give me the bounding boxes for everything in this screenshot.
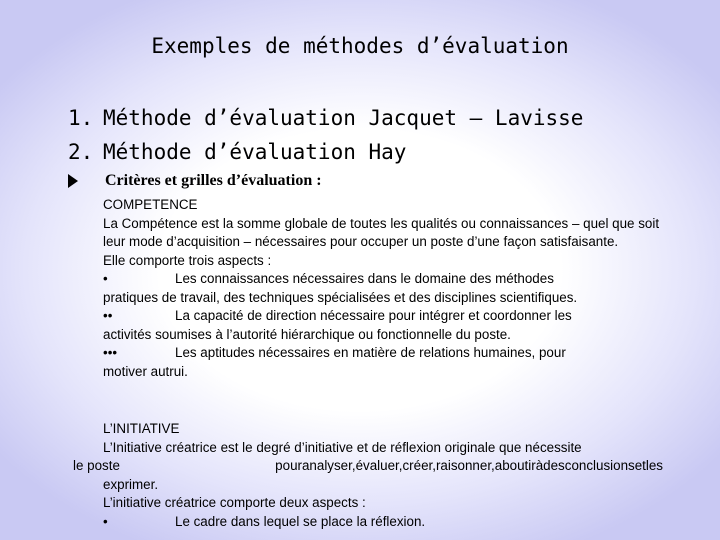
aspect-text-lead: Les aptitudes nécessaires en matière de relations humaines, pour (175, 345, 566, 360)
poste-word: le poste (73, 458, 120, 473)
initiative-aspect (103, 513, 663, 532)
method-item (68, 135, 583, 169)
competence-heading: COMPETENCE (103, 197, 198, 212)
arrow-bullet-icon (68, 174, 78, 188)
aspect-text-lead: Les connaissances nécessaires dans le domaine des méthodes (175, 271, 554, 286)
aspect-text: motiver autrui. (103, 363, 188, 379)
bullet-icon: • (103, 513, 108, 529)
competence-aspect (103, 307, 663, 326)
bullet-icon: • (103, 271, 108, 286)
initiative-section (73, 420, 663, 531)
slide-title: Exemples de méthodes d’évaluation (151, 34, 569, 58)
aspect-text: pratiques de travail, des techniques spécialisées et des disciplines scientifiques. (103, 289, 578, 305)
competence-aspect (103, 344, 663, 363)
initiative-definition-line (73, 457, 663, 476)
initiative-intro: L’initiative créatrice comporte deux aspects : (103, 495, 366, 510)
competence-intro: Elle comporte trois aspects : (103, 252, 272, 268)
aspect-text-lead: La capacité de direction nécessaire pour intégrer et coordonner les (175, 308, 572, 323)
method-label: Méthode d’évaluation Jacquet – Lavisse (103, 106, 584, 130)
method-list (68, 101, 583, 169)
bullet-icon: ••• (103, 345, 118, 360)
method-number: 1. (68, 106, 94, 130)
initiative-heading: L’INITIATIVE (103, 421, 180, 436)
competence-definition: La Compétence est la somme globale de toutes les qualités ou connaissances – quel que soit leur mode d’acquisition – nécessaires pour occuper un poste d’une façon satisfaisante. (103, 215, 660, 249)
criteria-heading-text: Critères et grilles d’évaluation : (105, 172, 322, 189)
aspect-text: Le cadre dans lequel se place la réflexion. (175, 513, 426, 529)
method-item (68, 101, 583, 135)
competence-section (103, 196, 663, 381)
initiative-definition: L’Initiative créatrice est le degré d’initiative et de réflexion originale que nécessite (103, 439, 582, 455)
method-number: 2. (68, 140, 94, 164)
criteria-heading (68, 172, 322, 190)
method-label: Méthode d’évaluation Hay (103, 140, 407, 164)
bullet-icon: •• (103, 308, 113, 323)
poste-words: pouranalyser,évaluer,créer,raisonner,aboutiràdesconclusionsetles (275, 458, 663, 473)
competence-aspect (103, 270, 663, 289)
aspect-text: activités soumises à l’autorité hiérarchique ou fonctionnelle du poste. (103, 326, 511, 342)
initiative-exprimer: exprimer. (103, 476, 159, 492)
